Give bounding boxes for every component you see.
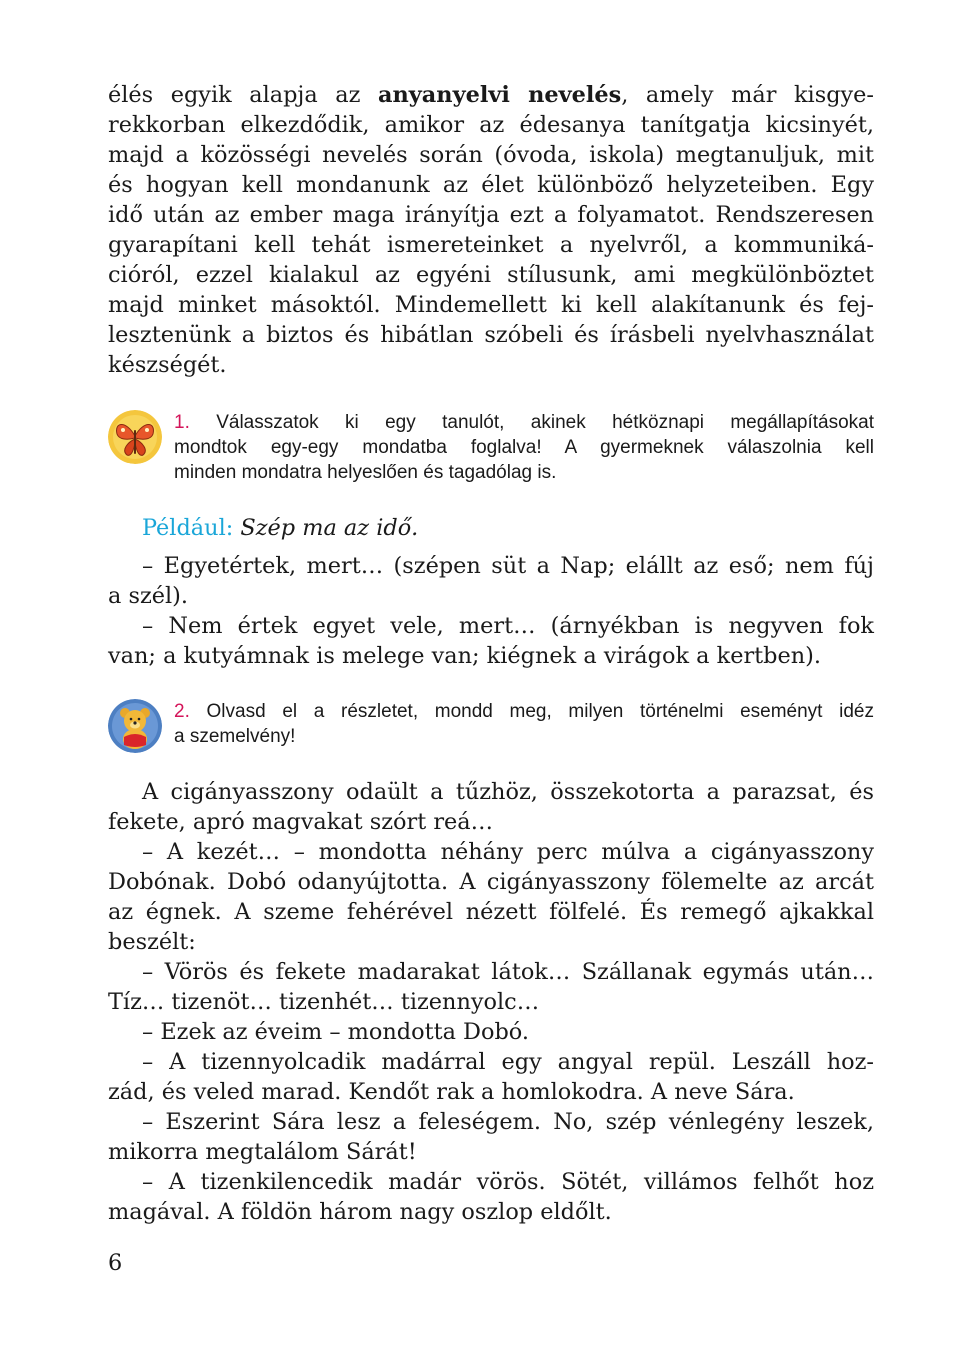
text-line: lesztenünk a biztos és hibátlan szóbeli és írásbeli nyelvhasználat [108,322,874,348]
example-sentence: Szép ma az idő. [233,515,419,541]
text-run: Válasszatok ki egy tanulót, akinek hétköznapi megállapításokat [189,412,874,433]
text-line [108,80,874,110]
text-line: – A kezét… – mondotta néhány perc múlva a cigányasszony [142,839,874,865]
text-line: az égnek. A szeme fehérével nézett fölfelé. És remegő ajkakkal [108,899,874,925]
text-line: Tíz… tizenöt… tizenhét… tizennyolc… [108,989,540,1015]
text-line: – A tizenkilencedik madár vörös. Sötét, villámos felhőt hoz [142,1169,874,1195]
text-run: élés egyik alapja az [108,82,378,108]
text-line: majd a közösségi nevelés során (óvoda, iskola) megtanuljuk, mit [108,142,874,168]
text-line: rekkorban elkezdődik, amikor az édesanya tanítgatja kicsinyét, [108,112,874,138]
text-line: – Ezek az éveim – mondotta Dobó. [142,1019,530,1045]
page-content [108,80,874,1227]
text-line: gyarapítani kell tehát ismereteinket a nyelvről, a kommuniká- [108,232,874,258]
task-line [174,699,874,724]
page-number: 6 [108,1250,123,1276]
excerpt [108,777,874,1227]
task-line: a szemelvény! [174,726,296,747]
text-line: mikorra megtalálom Sárát! [108,1139,417,1165]
text-line: idő után az ember maga irányítja ezt a folyamatot. Rendszeresen [108,202,874,228]
text-line: fekete, apró magvakat szórt reá… [108,809,494,835]
task-line: minden mondatra helyeslően és tagadólag is. [174,462,557,483]
bold-term: anyanyelvi nevelés [378,82,622,108]
text-line: Dobónak. Dobó odanyújtotta. A cigányasszony fölemelte az arcát [108,869,874,895]
example-label: Például: [142,515,234,541]
task-number: 2. [174,701,190,722]
task-number: 1. [174,412,190,433]
butterfly-icon [108,410,162,464]
text-line: és hogyan kell mondanunk az élet különböző helyzeteiben. Egy [108,172,874,198]
example-block [108,513,874,671]
task-line [174,410,874,435]
text-line: készségét. [108,352,227,378]
text-line: – Vörös és fekete madarakat látok… Szállanak egymás után… [142,959,874,985]
text-line: cióról, ezzel kialakul az egyéni stílusunk, ami megkülönböztet [108,262,874,288]
task-1 [108,410,874,485]
text-line: – Eszerint Sára lesz a feleségem. No, szép vénlegény leszek, [142,1109,874,1135]
text-line: majd minket másoktól. Mindemellett ki kell alakítanunk és fej- [108,292,874,318]
text-line: magával. A földön három nagy oszlop eldőlt. [108,1199,612,1225]
example-line [108,513,874,543]
text-line: – Egyetértek, mert… (szépen süt a Nap; elállt az eső; nem fúj [142,553,874,579]
text-line: a szél). [108,583,189,609]
text-line: – Nem értek egyet vele, mert… (árnyékban is negyven fok [142,613,874,639]
task-2 [108,699,874,749]
intro-paragraph [108,80,874,380]
bear-icon [108,699,162,753]
text-run: Olvasd el a részletet, mondd meg, milyen történelmi eseményt idéz [189,701,874,722]
text-line: – A tizennyolcadik madárral egy angyal repül. Leszáll hoz- [142,1049,874,1075]
text-line: van; a kutyámnak is melege van; kiégnek a virágok a kertben). [108,643,822,669]
text-line: zád, és veled marad. Kendőt rak a homlokodra. A neve Sára. [108,1079,795,1105]
text-line: beszélt: [108,929,196,955]
text-line: A cigányasszony odaült a tűzhöz, összekotorta a parazsat, és [142,779,874,805]
task-line: mondtok egy-egy mondatba foglalva! A gyermeknek válaszolnia kell [174,437,874,458]
text-run: , amely már kisgye- [621,82,874,108]
